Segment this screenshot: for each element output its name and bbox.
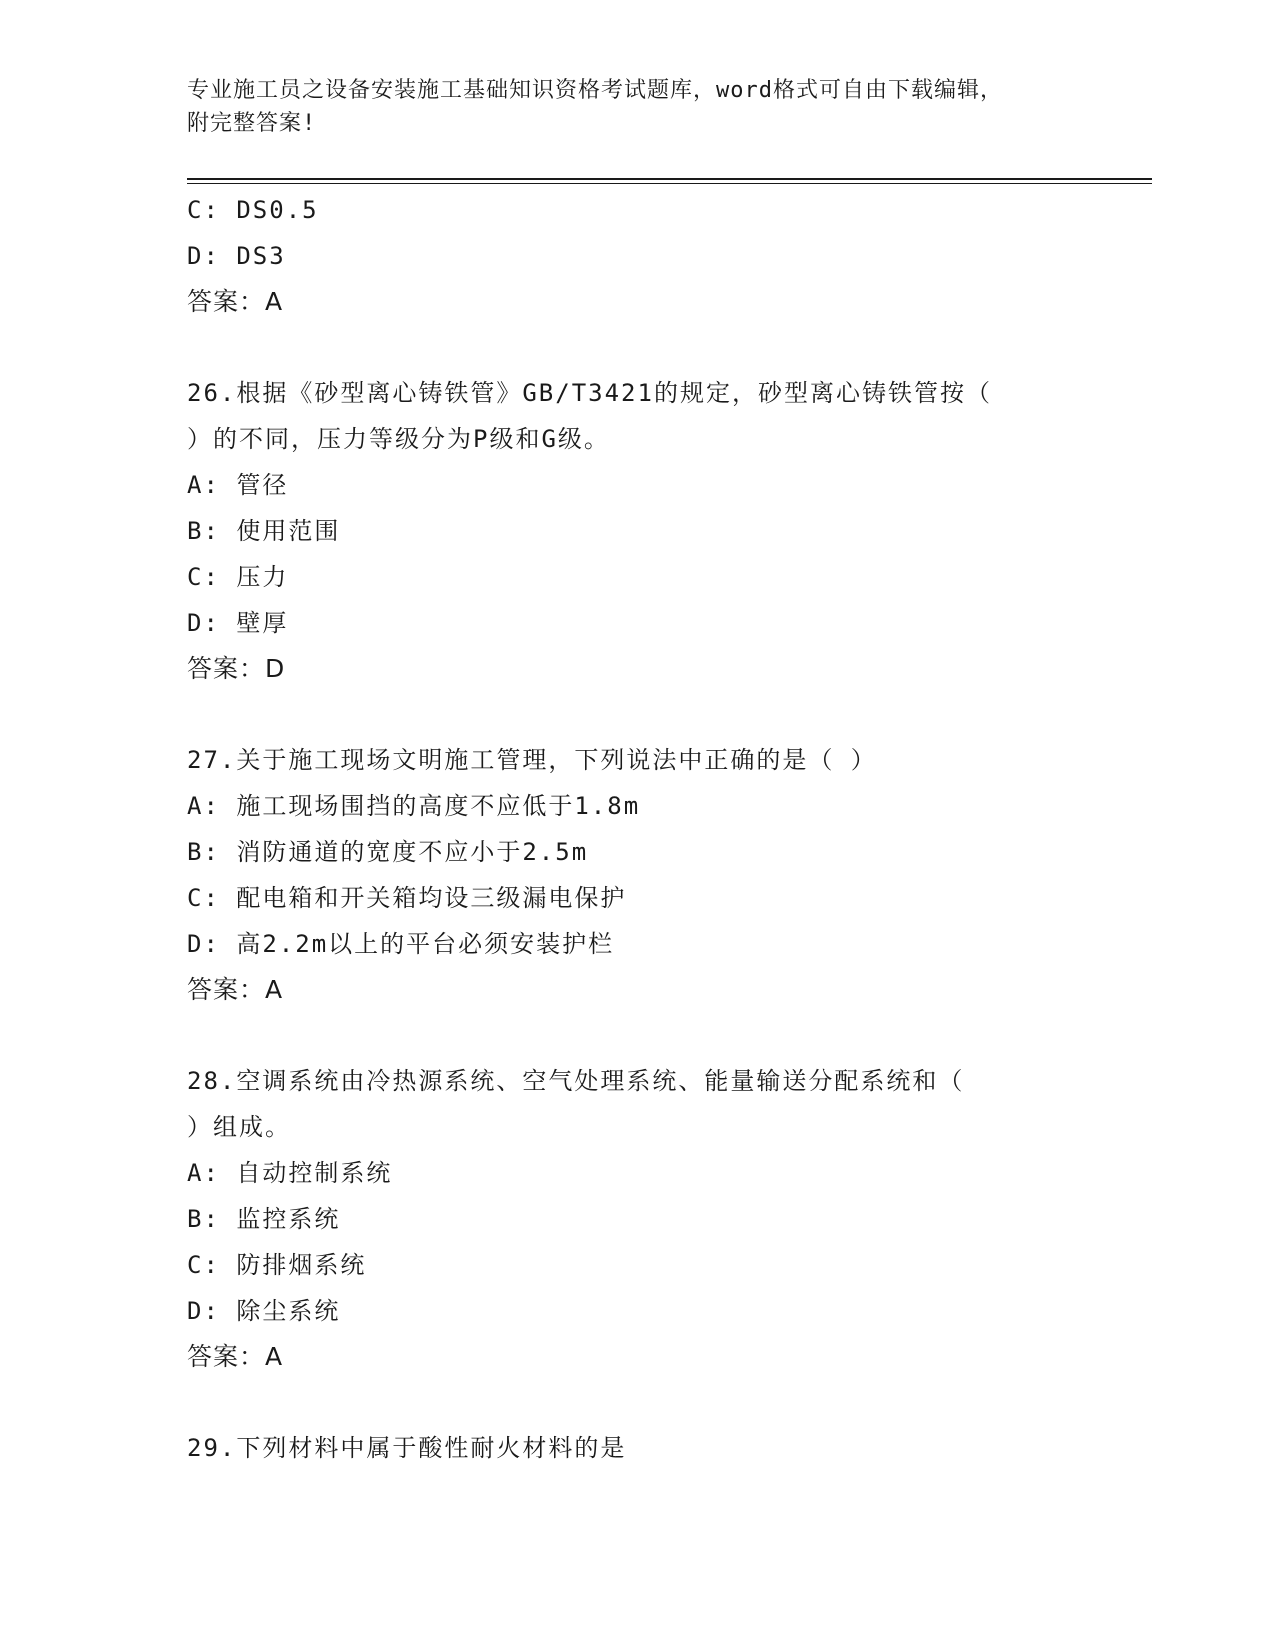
question-spacer bbox=[187, 1013, 1087, 1058]
question-29 bbox=[187, 1425, 1087, 1471]
option-a: A: 施工现场围挡的高度不应低于1.8m bbox=[187, 792, 641, 820]
question-stem-line-2: ）的不同，压力等级分为P级和G级。 bbox=[187, 425, 610, 453]
header-divider-thick bbox=[187, 178, 1152, 180]
answer-line: 答案：A bbox=[187, 287, 284, 316]
question-25-tail bbox=[187, 187, 1087, 325]
header-title-line-1: 专业施工员之设备安装施工基础知识资格考试题库，word格式可自由下载编辑， bbox=[187, 78, 1003, 103]
question-26 bbox=[187, 370, 1087, 692]
question-stem-line-1: 28.空调系统由冷热源系统、空气处理系统、能量输送分配系统和（ bbox=[187, 1067, 965, 1095]
option-c: C: 防排烟系统 bbox=[187, 1251, 367, 1279]
question-stem-line-1: 26.根据《砂型离心铸铁管》GB/T3421的规定，砂型离心铸铁管按（ bbox=[187, 379, 992, 407]
answer-line: 答案：A bbox=[187, 975, 284, 1004]
option-a: A: 管径 bbox=[187, 471, 289, 499]
option-d: D: 高2.2m以上的平台必须安装护栏 bbox=[187, 930, 615, 958]
option-c: C: 配电箱和开关箱均设三级漏电保护 bbox=[187, 884, 627, 912]
question-spacer bbox=[187, 1380, 1087, 1425]
option-a: A: 自动控制系统 bbox=[187, 1159, 393, 1187]
question-stem-line-1: 27.关于施工现场文明施工管理，下列说法中正确的是（ ） bbox=[187, 746, 877, 774]
question-spacer bbox=[187, 692, 1087, 737]
option-d: D: 壁厚 bbox=[187, 609, 289, 637]
header-title-line-2: 附完整答案! bbox=[187, 111, 317, 136]
option-d: D: 除尘系统 bbox=[187, 1297, 341, 1325]
question-27 bbox=[187, 737, 1087, 1013]
question-spacer bbox=[187, 325, 1087, 370]
option-d: D: DS3 bbox=[187, 242, 286, 270]
question-28 bbox=[187, 1058, 1087, 1380]
answer-line: 答案：D bbox=[187, 654, 286, 683]
answer-line: 答案：A bbox=[187, 1342, 284, 1371]
document-header bbox=[187, 74, 1087, 140]
header-divider-thin bbox=[187, 183, 1152, 184]
option-b: B: 消防通道的宽度不应小于2.5m bbox=[187, 838, 589, 866]
question-stem-line-2: ）组成。 bbox=[187, 1113, 291, 1141]
question-content bbox=[187, 187, 1087, 1471]
option-c: C: DS0.5 bbox=[187, 196, 319, 224]
option-b: B: 监控系统 bbox=[187, 1205, 341, 1233]
option-b: B: 使用范围 bbox=[187, 517, 341, 545]
option-c: C: 压力 bbox=[187, 563, 289, 591]
question-stem-line-1: 29.下列材料中属于酸性耐火材料的是 bbox=[187, 1434, 627, 1462]
